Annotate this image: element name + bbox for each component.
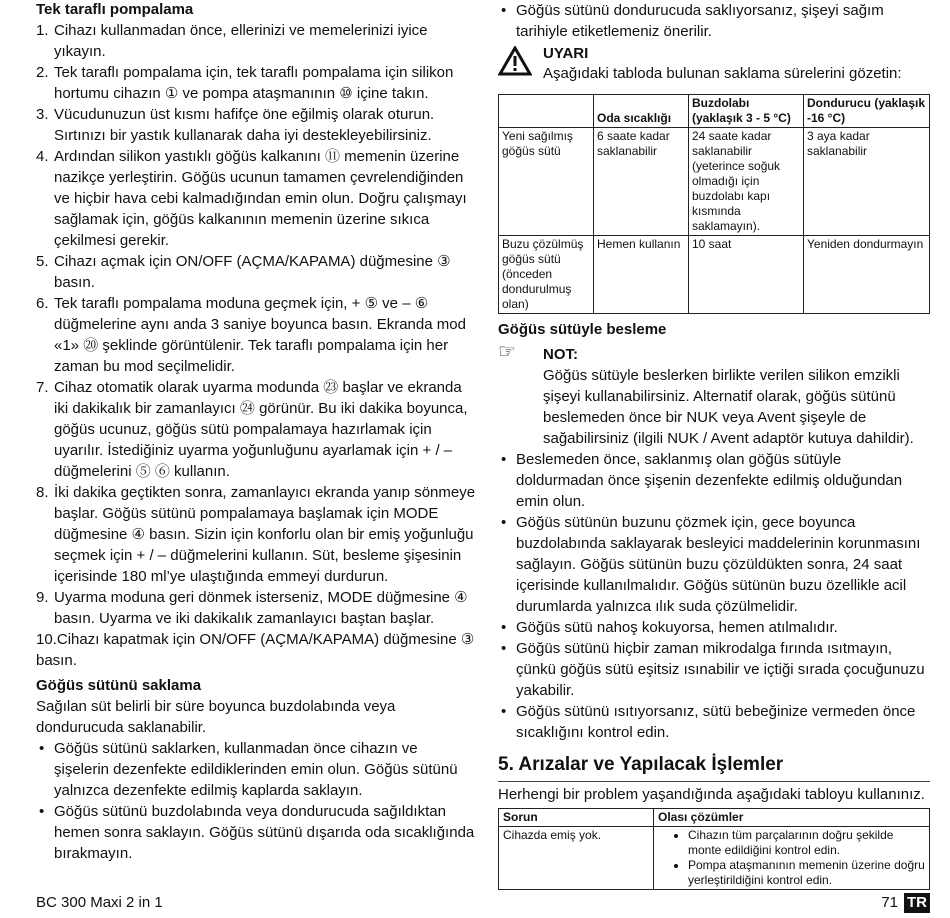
step-item: 2. Tek taraflı pompalama için, tek taraflı pompalama için silikon hortumu cihazın ① ve pompa ataşmanının ⑩ içine takın. (36, 64, 454, 102)
warning-block (498, 44, 930, 84)
step-item: 3. Vücudunuzun üst kısmı hafifçe öne eğilmiş olarak oturun. Sırtınızı bir yastık kullanarak daha iyi destekleyebilirsiniz. (36, 106, 435, 144)
note-text: Göğüs sütüyle beslerken birlikte verilen silikon emzikli şişeyi kullanabilirsiniz. Alternatif olarak, göğüs sütünü beslemeden önce bir NUK veya Avent şişeyle de sağabilirsiniz (ilgili NUK / Avent adaptör kutuya dahildir). (543, 367, 914, 447)
language-badge: TR (904, 893, 930, 913)
troubleshooting-table (498, 808, 930, 890)
table-row: Cihazda emiş yok. • Cihazın tüm parçalarının doğru şekilde monte edildiğini kontrol edin. • Pompa ataşmanının memenin üzerine doğru yerleştirildiğini kontrol edin. (499, 827, 930, 890)
list-item: • Beslemeden önce, saklanmış olan göğüs sütüyle doldurmadan önce şişenin dezenfekte edilmiş olduğundan emin olun. (498, 449, 930, 512)
table-header: Buzdolabı (yaklaşık 3 - 5 °C) (689, 95, 804, 128)
storage-table (498, 94, 930, 314)
table-header: Dondurucu (yaklaşık -16 °C) (804, 95, 930, 128)
step-item: 7. Cihaz otomatik olarak uyarma modunda ㉓ başlar ve ekranda iki dakikalık bir zamanlayıcı ㉔ görünür. Bu iki dakika boyunca, göğüs ucunuz, göğüs sütü pompalamaya hazırlamak için uyarılır. İstediğiniz uyarma yoğunluğunu ayarlamak için + / – düğmelerini ⑤ ⑥ kullanın. (36, 379, 468, 480)
step-item: 6. Tek taraflı pompalama moduna geçmek için, + ⑤ ve – ⑥ düğmelerine aynı anda 3 saniye boyunca basın. Ekranda mod «1» ⑳ şeklinde görüntülenir. Tek taraflı pompalama için her zaman bu mod seçilmelidir. (36, 295, 466, 375)
single-pumping-heading: Tek taraflı pompalama (36, 1, 194, 18)
solutions-list (658, 828, 925, 888)
footer-model: BC 300 Maxi 2 in 1 (36, 894, 163, 911)
list-item: • Göğüs sütü nahoş kokuyorsa, hemen atılmalıdır. (498, 617, 930, 638)
list-item: • Göğüs sütünü saklarken, kullanmadan önce cihazın ve şişelerin dezenfekte edildiklerinden emin olun. Göğüs sütünü yalnızca dezenfekte edilmiş kaplarda saklayın. (36, 738, 476, 801)
table-header: Sorun (499, 809, 654, 827)
list-item: • Göğüs sütünü ısıtıyorsanız, sütü bebeğinize vermeden önce sıcaklığını kontrol edin. (498, 701, 930, 743)
note-block (498, 341, 930, 449)
list-item: • Göğüs sütünü hiçbir zaman mikrodalga fırında ısıtmayın, çünkü göğüs sütü eşitsiz ısınabilir ve içtiği sırada çocuğunuzu yakabilir. (498, 638, 930, 701)
storage-intro: Sağılan süt belirli bir süre boyunca buzdolabında veya dondurucuda saklanabilir. (36, 698, 396, 736)
footer-page (881, 893, 930, 913)
step-item: 8. İki dakika geçtikten sonra, zamanlayıcı ekranda yanıp sönmeye başlar. Göğüs sütünü pompalamaya başlamak için MODE düğmesine ④ basın. Sizin için konforlu olan bir emiş yoğunluğu seçmek için + / – düğmelerini kullanın. Süt, besleme şişesinin içerisinde 180 ml’ye ulaştığında emmeyi durdurun. (36, 484, 476, 585)
step-item: 9. Uyarma moduna geri dönmek isterseniz, MODE düğmesine ④ basın. Uyarma ve iki dakikalık zamanlayıcı baştan başlar. (36, 589, 468, 627)
page-number: 71 (881, 894, 898, 911)
list-item: • Cihazın tüm parçalarının doğru şekilde monte edildiğini kontrol edin. (688, 828, 925, 858)
list-item: • Göğüs sütünü dondurucuda saklıyorsanız, şişeyi sağım tarihiyle etiketlemeniz önerilir. (498, 0, 930, 42)
pointing-hand-icon: ☞ (498, 341, 516, 363)
list-item: • Göğüs sütünü buzdolabında veya dondurucuda sağıldıktan hemen sonra saklayın. Göğüs sütünü dışarıda oda sıcaklığında bırakmayın. (36, 801, 476, 864)
storage-heading: Göğüs sütünü saklama (36, 677, 202, 694)
note-title: NOT: (543, 346, 578, 363)
warning-title: UYARI (543, 45, 589, 62)
step-item: 4. Ardından silikon yastıklı göğüs kalkanını ⑪ memenin üzerine nazikçe yerleştirin. Göğüs ucunun tamamen çevrelendiğinden ve hiçbir hava cebi kalmadığından emin olun. Doğru çalışmayı sağlamak için, göğüs kalkanının memenin üzerine sıkıca çekilmesi gerekir. (36, 148, 467, 249)
step-item: 5. Cihazı açmak için ON/OFF (AÇMA/KAPAMA) düğmesine ③ basın. (36, 253, 451, 291)
table-row: Buzu çözülmüş göğüs sütü (önceden dondurulmuş olan) Hemen kullanın 10 saat Yeniden dondurmayın (499, 236, 930, 314)
warning-text: Aşağıdaki tabloda bulunan saklama sürelerini gözetin: (543, 65, 902, 82)
step-item: 10.Cihazı kapatmak için ON/OFF (AÇMA/KAPAMA) düğmesine ③ basın. (36, 631, 475, 669)
warning-triangle-icon (498, 46, 532, 82)
table-header: Olası çözümler (654, 809, 930, 827)
left-column (36, 0, 476, 864)
section-5-heading: 5. Arızalar ve Yapılacak İşlemler (498, 754, 784, 775)
table-row: Yeni sağılmış göğüs sütü 6 saate kadar saklanabilir 24 saate kadar saklanabilir (yeterince soğuk olmadığı için buzdolabı kapı kısmında saklamayın). 3 aya kadar saklanabilir (499, 128, 930, 236)
feeding-bullets (498, 449, 930, 743)
steps-list (36, 20, 476, 671)
feeding-heading: Göğüs sütüyle besleme (498, 321, 667, 338)
table-header: Oda sıcaklığı (594, 95, 689, 128)
list-item: • Pompa ataşmanının memenin üzerine doğru yerleştirildiğini kontrol edin. (688, 858, 925, 888)
table-header (499, 95, 594, 128)
section-5-intro: Herhengi bir problem yaşandığında aşağıdaki tabloyu kullanınız. (498, 781, 930, 805)
right-column (498, 0, 930, 890)
list-item: • Göğüs sütünün buzunu çözmek için, gece boyunca buzdolabında saklayarak besleyici maddelerinin korunmasını sağlayın. Göğüs sütünün buzu çözüldükten sonra, 24 saat içerisinde kullanılmalıdır. Göğüs sütünün buzu özellikle acil durumlarda yalnızca ılık suda çözülmelidir. (498, 512, 930, 617)
step-item: 1. Cihazı kullanmadan önce, ellerinizi ve memelerinizi iyice yıkayın. (36, 22, 428, 60)
storage-bullets (36, 738, 476, 864)
top-bullets (498, 0, 930, 42)
